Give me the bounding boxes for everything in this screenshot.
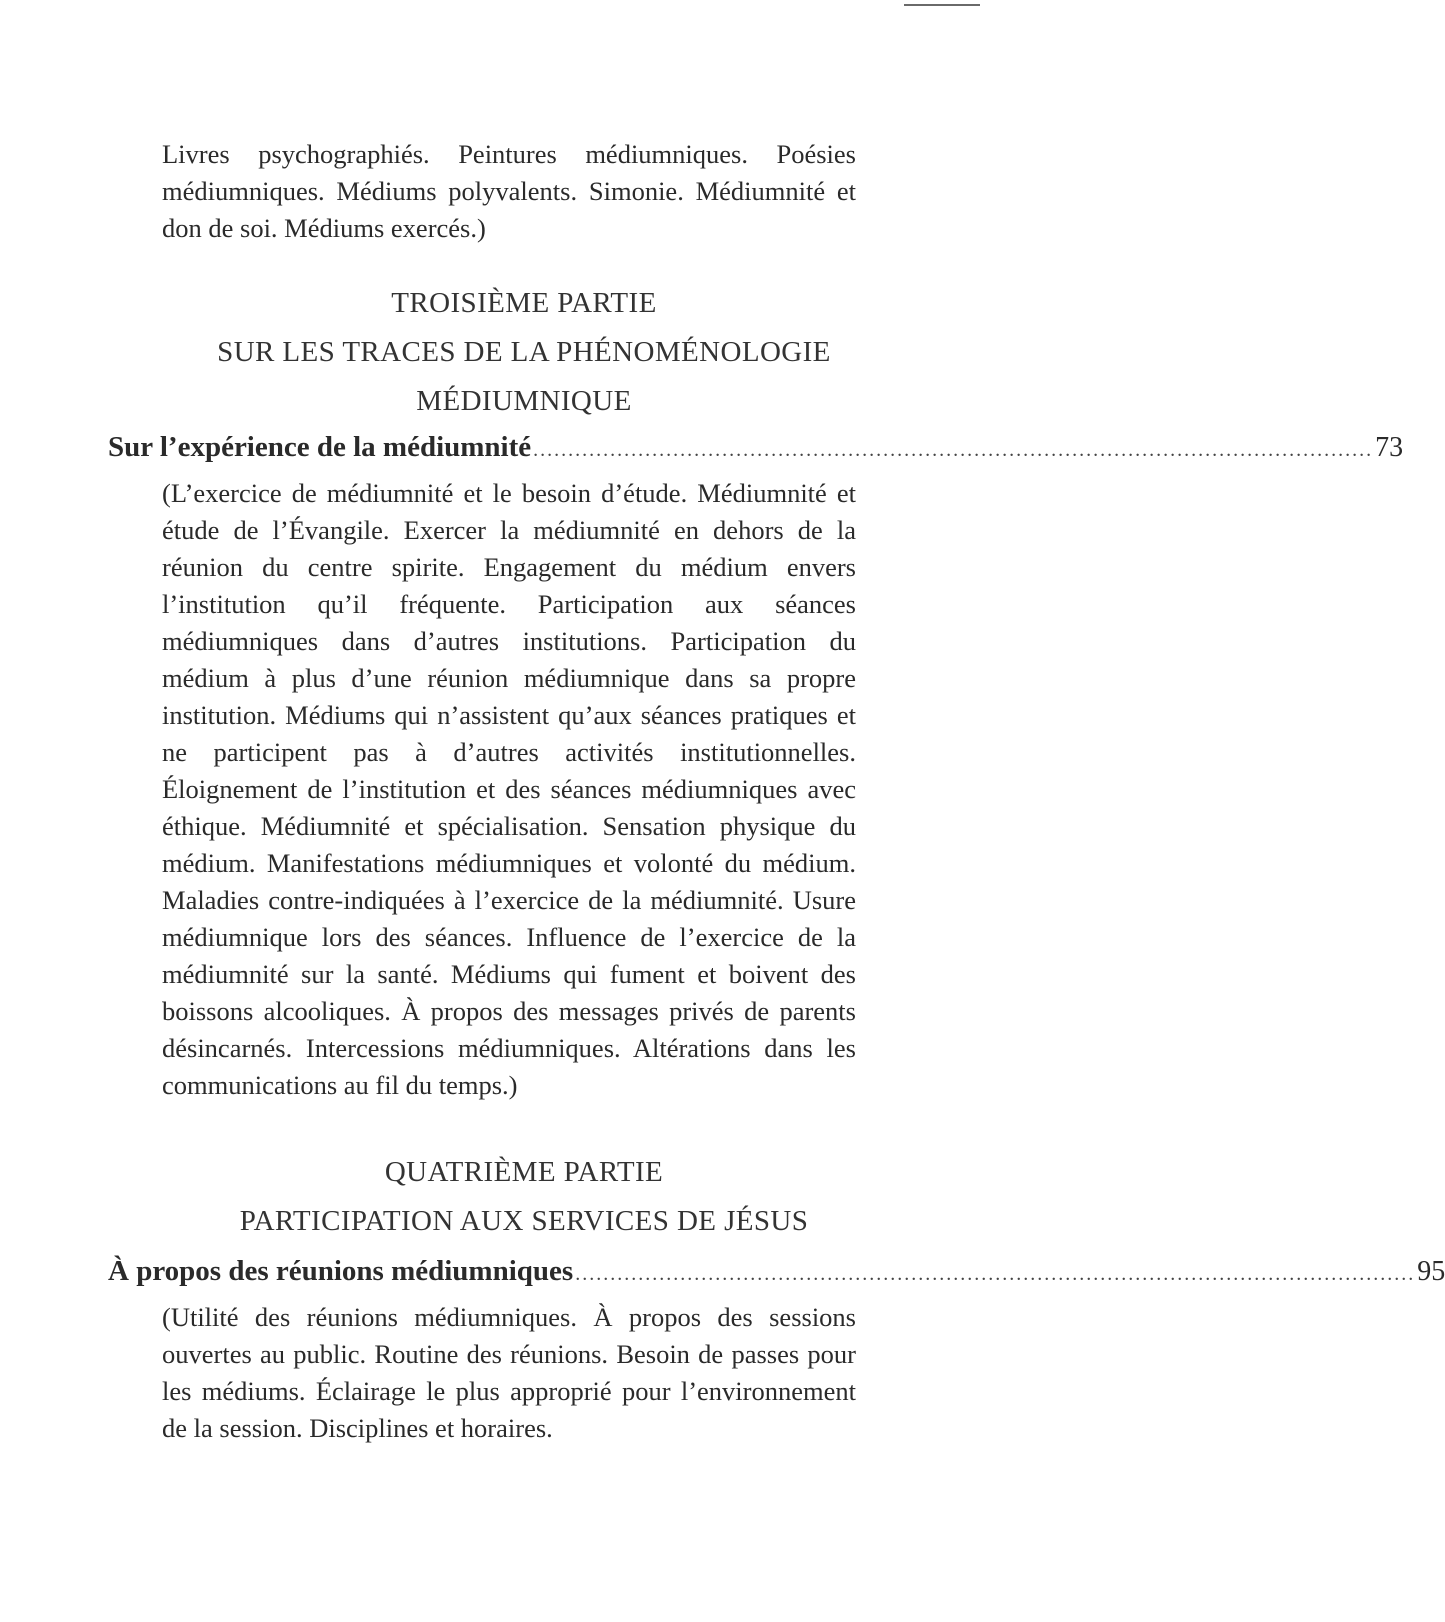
intro-summary: Livres psychographiés. Peintures médiumniques. Poésies médiumniques. Médiums polyvalents. Simonie. Médiumnité et don de soi. Médiums exercés.)	[162, 139, 856, 243]
part3-title-line2: MÉDIUMNIQUE	[416, 385, 632, 417]
toc-leader-dots: ........................................................................................................................	[533, 439, 1374, 461]
part3-title-line1: SUR LES TRACES DE LA PHÉNOMÉNOLOGIE	[217, 336, 831, 368]
toc-entry-page: 95	[1417, 1256, 1445, 1287]
toc-entry-title: À propos des réunions médiumniques	[108, 1255, 574, 1287]
part4-summary: (Utilité des réunions médiumniques. À propos des sessions ouvertes au public. Routine des réunions. Besoin de passes pour les médiums. Éclairage le plus approprié pour l’environnement de la session. Disciplines et horaires.	[162, 1302, 856, 1443]
part3-label: TROISIÈME PARTIE	[391, 287, 657, 319]
toc-entry-page: 73	[1375, 432, 1404, 463]
scan-edge-mark	[904, 4, 980, 6]
part4-heading-block	[108, 1148, 940, 1246]
toc-leader-dots: ........................................................................................................................	[575, 1263, 1416, 1285]
toc-entry-part4	[108, 1250, 1445, 1295]
toc-entry-title: Sur l’expérience de la médiumnité	[108, 431, 532, 463]
part4-label: QUATRIÈME PARTIE	[384, 1156, 664, 1188]
part4-title: PARTICIPATION AUX SERVICES DE JÉSUS	[239, 1205, 809, 1237]
part3-summary: (L’exercice de médiumnité et le besoin d’étude. Médiumnité et étude de l’Évangile. Exercer la médiumnité en dehors de la réunion du centre spirite. Engagement du médium envers l’institution qu’il fréquente. Participation aux séances médiumniques dans d’autres institutions. Participation du médium à plus d’une réunion médiumnique dans sa propre institution. Médiums qui n’assistent qu’aux séances pratiques et ne participent pas à d’autres activités institutionnelles. Éloignement de l’institution et des séances médiumniques avec éthique. Médiumnité et spécialisation. Sensation physique du médium. Manifestations médiumniques et volonté du médium. Maladies contre-indiquées à l’exercice de la médiumnité. Usure médiumnique lors des séances. Influence de l’exercice de la médiumnité sur la santé. Médiums qui fument et boivent des boissons alcooliques. À propos des messages privés de parents désincarnés. Intercessions médiumniques. Altérations dans les communications au fil du temps.)	[162, 478, 856, 1100]
toc-page	[108, 136, 1445, 1447]
part3-heading-block	[108, 279, 940, 426]
toc-entry-part3	[108, 426, 1404, 471]
